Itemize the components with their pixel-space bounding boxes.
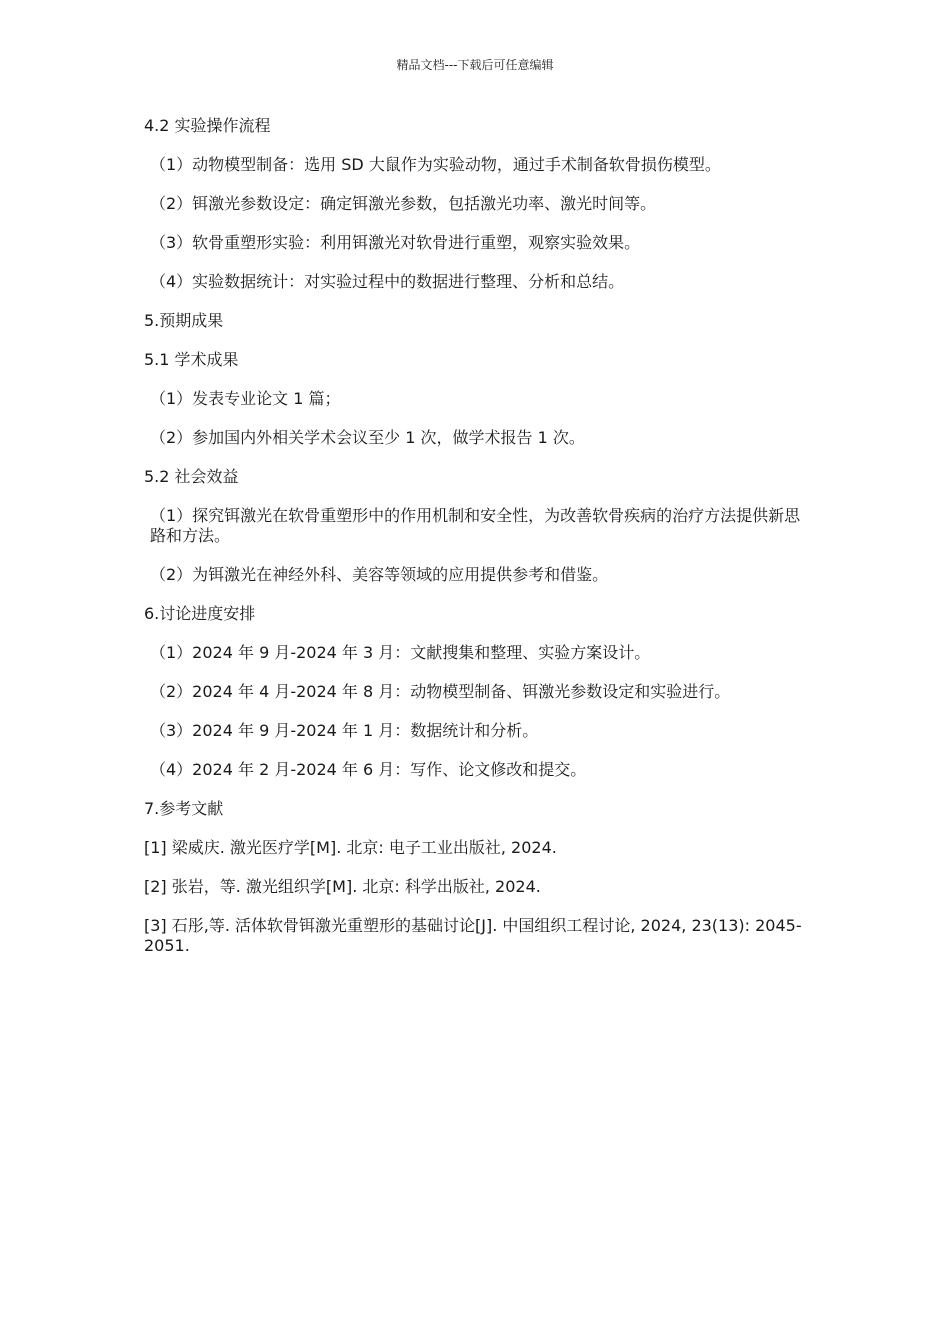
list-item: （4）2024 年 2 月-2024 年 6 月：写作、论文修改和提交。 <box>150 760 587 779</box>
list-item: （1）发表专业论文 1 篇； <box>150 389 341 408</box>
reference-entry: [3] 石彤,等. 活体软骨铒激光重塑形的基础讨论[J]. 中国组织工程讨论, 2024, 23(13): 2045-2051. <box>144 916 802 955</box>
list-item: （1）2024 年 9 月-2024 年 3 月：文献搜集和整理、实验方案设计。 <box>150 643 651 662</box>
section-heading: 5.1 学术成果 <box>144 350 239 369</box>
section-heading: 4.2 实验操作流程 <box>144 116 271 135</box>
list-item: （2）铒激光参数设定：确定铒激光参数，包括激光功率、激光时间等。 <box>150 194 657 213</box>
reference-entry: [2] 张岩，等. 激光组织学[M]. 北京: 科学出版社, 2024. <box>144 877 541 896</box>
list-item: （3）2024 年 9 月-2024 年 1 月：数据统计和分析。 <box>150 721 539 740</box>
list-item: （2）为铒激光在神经外科、美容等领域的应用提供参考和借鉴。 <box>150 565 609 584</box>
list-item: （1）探究铒激光在软骨重塑形中的作用机制和安全性，为改善软骨疾病的治疗方法提供新思路和方法。 <box>150 506 801 545</box>
list-item: （4）实验数据统计：对实验过程中的数据进行整理、分析和总结。 <box>150 272 625 291</box>
section-heading: 5.2 社会效益 <box>144 467 239 486</box>
document-body <box>144 116 809 975</box>
section-heading: 6.讨论进度安排 <box>144 604 256 623</box>
list-item: （1）动物模型制备：选用 SD 大鼠作为实验动物，通过手术制备软骨损伤模型。 <box>150 155 721 174</box>
section-heading: 5.预期成果 <box>144 311 224 330</box>
list-item: （3）软骨重塑形实验：利用铒激光对软骨进行重塑，观察实验效果。 <box>150 233 641 252</box>
section-heading: 7.参考文献 <box>144 799 224 818</box>
list-item: （2）2024 年 4 月-2024 年 8 月：动物模型制备、铒激光参数设定和实验进行。 <box>150 682 731 701</box>
reference-entry: [1] 梁威庆. 激光医疗学[M]. 北京: 电子工业出版社, 2024. <box>144 838 557 857</box>
list-item: （2）参加国内外相关学术会议至少 1 次，做学术报告 1 次。 <box>150 428 585 447</box>
page-header: 精品文档---下载后可任意编辑 <box>396 58 554 72</box>
